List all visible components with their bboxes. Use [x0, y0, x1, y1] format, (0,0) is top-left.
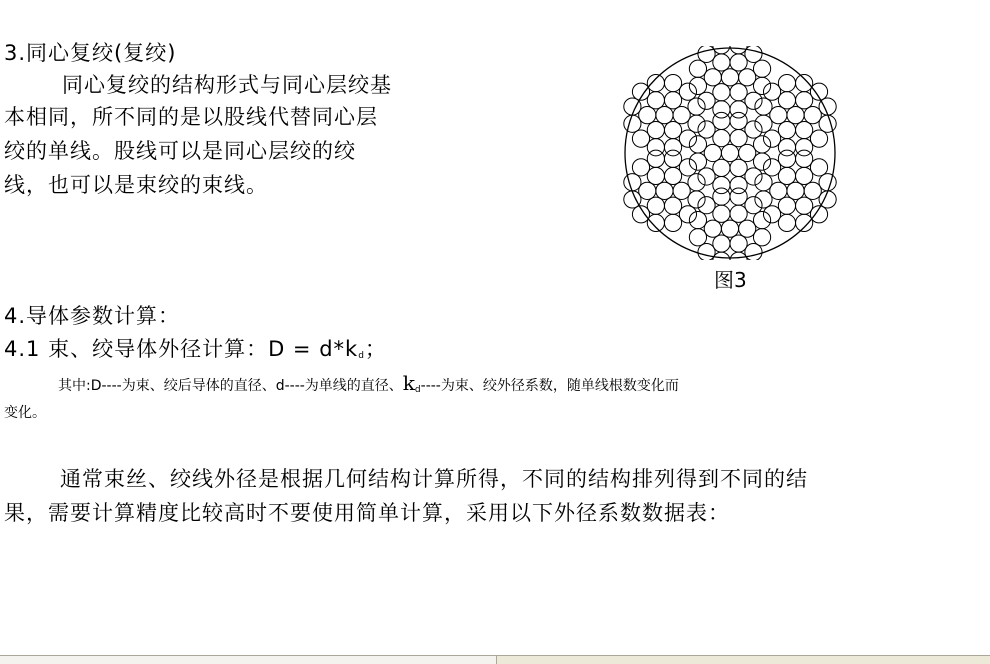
- figure-caption: 图3: [714, 268, 747, 292]
- strand-1-wire: [745, 46, 762, 62]
- strand-3-wire: [647, 197, 664, 214]
- strand-2-wire: [664, 75, 681, 92]
- strand-1-wire: [713, 84, 730, 101]
- strand-2-wire: [656, 107, 673, 124]
- strand-4-wire: [713, 235, 730, 252]
- strand-1-wire: [739, 69, 756, 86]
- note-k-symbol: k: [402, 371, 415, 395]
- strand-4-wire: [698, 244, 715, 260]
- strand-5-wire: [755, 191, 772, 208]
- strand-0-wire: [698, 168, 715, 185]
- strand-1-wire: [698, 92, 715, 109]
- strand-6-wire: [763, 83, 780, 100]
- strand-0-wire: [689, 153, 706, 170]
- section4-para-line-2: 果，需要计算精度比较高时不要使用简单计算，采用以下外径系数数据表：: [4, 501, 730, 525]
- strand-6-wire: [796, 75, 813, 92]
- strand-cross-section-figure: [623, 46, 837, 260]
- strand-1-wire: [713, 101, 730, 118]
- formula-text: 4.1 束、绞导体外径计算：D = d*k: [4, 337, 359, 361]
- strand-5-wire: [796, 197, 813, 214]
- strand-4-wire: [721, 220, 738, 237]
- strand-1-wire: [745, 92, 762, 109]
- strand-2-wire: [679, 83, 696, 100]
- strand-2-wire: [647, 75, 664, 92]
- strand-0-wire: [753, 136, 770, 153]
- strand-0-wire: [739, 144, 756, 161]
- strand-3-wire: [688, 191, 705, 208]
- strand-4-wire: [730, 235, 747, 252]
- strand-3-wire: [673, 182, 690, 199]
- strand-4-wire: [745, 244, 762, 260]
- strand-6-wire: [787, 107, 804, 124]
- strand-1-wire: [730, 54, 747, 71]
- strand-5-wire: [770, 182, 787, 199]
- strand-5-wire: [778, 214, 795, 231]
- strand-5-wire: [796, 214, 813, 231]
- strand-2-wire: [664, 92, 681, 109]
- strand-6-wire: [796, 121, 813, 138]
- note-prefix: 其中:D----为束、绞后导体的直径、d----为单线的直径、: [58, 378, 403, 394]
- section4-1-heading: [4, 336, 387, 369]
- strand-4-wire: [753, 229, 770, 246]
- strand-1-wire: [698, 46, 715, 62]
- strand-4-wire: [739, 220, 756, 237]
- strand-4-wire: [730, 205, 747, 222]
- strand-4-wire: [745, 197, 762, 214]
- strand-1-wire: [730, 84, 747, 101]
- strand-5-wire: [763, 206, 780, 223]
- strand-4-wire: [689, 229, 706, 246]
- strand-3-wire: [664, 150, 681, 167]
- strand-2-wire: [688, 115, 705, 132]
- strand-5-wire: [778, 197, 795, 214]
- strand-5-wire: [804, 182, 821, 199]
- strand-5-wire: [763, 159, 780, 176]
- strand-6-wire: [778, 139, 795, 156]
- strand-0-wire: [745, 121, 762, 138]
- strand-1-wire: [721, 69, 738, 86]
- section3-para-line-3: 绞的单线。股线可以是同心层绞的绞: [4, 139, 356, 163]
- formula-subscript: d: [358, 351, 365, 361]
- strand-4-wire: [698, 197, 715, 214]
- strand-6-wire: [778, 121, 795, 138]
- strand-6-wire: [755, 98, 772, 115]
- strand-2-wire: [632, 130, 649, 147]
- strand-6-wire: [755, 115, 772, 132]
- strand-0-wire: [745, 168, 762, 185]
- strand-3-wire: [664, 167, 681, 184]
- strand-4-wire: [730, 188, 747, 205]
- strand-2-wire: [664, 121, 681, 138]
- strand-6-wire: [796, 92, 813, 109]
- strand-0-wire: [730, 130, 747, 147]
- section4-para-line-1: 通常束丝、绞线外径是根据几何结构计算所得，不同的结构排列得到不同的结: [60, 467, 808, 491]
- strand-3-wire: [664, 214, 681, 231]
- strand-6-wire: [778, 92, 795, 109]
- strand-1-wire: [689, 77, 706, 94]
- section3-para-line-1: 同心复绞的结构形式与同心层绞基: [62, 73, 392, 97]
- strand-3-wire: [656, 182, 673, 199]
- formula-suffix: ；: [364, 337, 387, 361]
- strand-4-wire: [713, 205, 730, 222]
- strand-3-wire: [679, 206, 696, 223]
- strand-4-wire: [689, 211, 706, 228]
- strand-0-wire: [713, 130, 730, 147]
- strand-6-wire: [819, 115, 836, 132]
- strand-0-wire: [698, 121, 715, 138]
- strand-0-wire: [753, 153, 770, 170]
- strand-0-wire: [689, 136, 706, 153]
- strand-5-wire: [787, 182, 804, 199]
- strand-0-wire: [704, 144, 721, 161]
- strand-2-wire: [688, 98, 705, 115]
- strand-3-wire: [639, 182, 656, 199]
- strand-3-wire: [647, 214, 664, 231]
- strand-5-wire: [778, 167, 795, 184]
- strand-2-wire: [679, 130, 696, 147]
- strand-2-wire: [647, 121, 664, 138]
- strand-6-wire: [778, 75, 795, 92]
- strand-5-wire: [819, 174, 836, 191]
- note-suffix: ----为束、绞外径系数，随单线根数变化而: [420, 378, 679, 394]
- strand-3-wire: [632, 159, 649, 176]
- section3-para-line-4: 线，也可以是束绞的束线。: [4, 173, 268, 197]
- strand-0-wire: [730, 159, 747, 176]
- strand-3-wire: [647, 167, 664, 184]
- strand-4-wire: [704, 220, 721, 237]
- strand-4-wire: [753, 211, 770, 228]
- strand-3-wire: [624, 174, 641, 191]
- strand-0-wire: [721, 144, 738, 161]
- strand-2-wire: [673, 107, 690, 124]
- strand-6-wire: [804, 107, 821, 124]
- strand-1-wire: [753, 77, 770, 94]
- strand-5-wire: [810, 159, 827, 176]
- strand-0-wire: [713, 159, 730, 176]
- strand-1-wire: [689, 60, 706, 77]
- formula-note-line-2: 变化。: [4, 405, 46, 421]
- strand-1-wire: [753, 60, 770, 77]
- strand-2-wire: [624, 115, 641, 132]
- formula-note-line-1: [58, 371, 679, 399]
- strand-6-wire: [810, 130, 827, 147]
- outer-sheath-circle: [625, 48, 835, 258]
- strand-6-wire: [770, 107, 787, 124]
- strand-3-wire: [688, 174, 705, 191]
- strand-1-wire: [730, 101, 747, 118]
- strand-3-wire: [679, 159, 696, 176]
- strand-3-wire: [664, 197, 681, 214]
- strand-5-wire: [755, 174, 772, 191]
- strand-6-wire: [763, 130, 780, 147]
- strand-2-wire: [647, 92, 664, 109]
- note-k-subscript: d: [414, 385, 421, 395]
- section4-heading: 4.导体参数计算：: [4, 304, 181, 328]
- section3-para-line-2: 本相同，所不同的是以股线代替同心层: [4, 105, 378, 129]
- strand-3-wire: [647, 150, 664, 167]
- section3-heading: 3.同心复绞(复绞): [4, 41, 177, 65]
- strand-1-wire: [704, 69, 721, 86]
- strand-6-wire: [796, 139, 813, 156]
- strand-5-wire: [796, 167, 813, 184]
- strand-4-wire: [713, 188, 730, 205]
- strand-1-wire: [713, 54, 730, 71]
- strand-2-wire: [639, 107, 656, 124]
